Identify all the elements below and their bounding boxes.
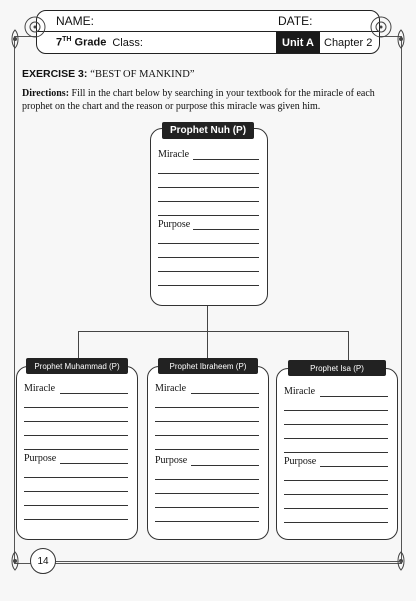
answer-line[interactable] [284,452,388,453]
answer-line[interactable] [24,407,128,408]
answer-line[interactable] [155,479,259,480]
answer-line[interactable] [24,477,128,478]
directions-text [22,87,392,113]
answer-line[interactable] [155,407,259,408]
answer-line[interactable] [24,449,128,450]
answer-line[interactable] [158,173,259,174]
purpose-label: Purpose [24,453,57,464]
box-title-isa: Prophet Isa (P) [288,360,386,376]
answer-line[interactable] [284,508,388,509]
answer-line[interactable] [155,435,259,436]
answer-line[interactable] [155,493,259,494]
exercise-label: EXERCISE 3: [22,68,88,80]
answer-line[interactable] [158,257,259,258]
answer-line[interactable] [193,229,259,230]
purpose-label: Purpose [284,456,317,467]
exercise-title: “BEST OF MANKIND” [90,69,195,80]
answer-line[interactable] [158,285,259,286]
miracle-label: Miracle [158,149,190,160]
answer-line[interactable] [158,243,259,244]
answer-line[interactable] [284,410,388,411]
box-title-nuh: Prophet Nuh (P) [162,122,254,139]
answer-line[interactable] [284,480,388,481]
miracle-label: Miracle [284,386,316,397]
class-label: Class: [112,36,143,49]
connector-left-drop [78,331,79,360]
grade-number: 7 [56,36,63,49]
answer-line[interactable] [191,465,259,466]
name-label: NAME: [56,14,95,28]
connector-middle-drop [207,331,208,360]
answer-line[interactable] [158,187,259,188]
answer-line[interactable] [60,463,128,464]
answer-line[interactable] [60,393,128,394]
answer-line[interactable] [158,271,259,272]
answer-line[interactable] [158,201,259,202]
answer-line[interactable] [193,159,259,160]
box-title-muhammad: Prophet Muhammad (P) [26,358,128,374]
directions-body: Fill in the chart below by searching in your textbook for the miracle of each prophet on the chart and the reason or purpose this miracle was given him. [22,88,375,112]
answer-line[interactable] [24,421,128,422]
answer-line[interactable] [155,507,259,508]
grade-label: Grade [74,36,107,49]
header-ornament-icon [22,14,48,40]
grade-class-label [56,36,143,49]
answer-line[interactable] [320,396,388,397]
miracle-label: Miracle [155,383,187,394]
answer-line[interactable] [158,215,259,216]
miracle-label: Miracle [24,383,56,394]
answer-line[interactable] [24,519,128,520]
answer-line[interactable] [155,449,259,450]
page-number: 14 [30,548,56,574]
answer-line[interactable] [24,505,128,506]
header-divider [36,31,380,32]
footer-line [56,561,402,562]
corner-ornament-icon [4,550,26,572]
answer-line[interactable] [24,435,128,436]
answer-line[interactable] [320,466,388,467]
directions-label: Directions: [22,88,70,99]
answer-line[interactable] [191,393,259,394]
answer-line[interactable] [284,494,388,495]
unit-badge: Unit A [276,32,320,53]
answer-line[interactable] [155,521,259,522]
grade-suffix: TH [62,36,72,43]
connector-right-drop [348,331,349,360]
box-title-ibraheem: Prophet Ibraheem (P) [158,358,258,374]
answer-line[interactable] [284,438,388,439]
exercise-heading [22,68,195,80]
date-label: DATE: [278,14,313,28]
purpose-label: Purpose [155,455,188,466]
connector-horizontal [78,331,348,332]
answer-line[interactable] [284,522,388,523]
answer-line[interactable] [284,424,388,425]
connector-vertical [207,304,208,332]
purpose-label: Purpose [158,219,191,230]
answer-line[interactable] [24,491,128,492]
answer-line[interactable] [155,421,259,422]
chapter-label: Chapter 2 [324,37,373,49]
